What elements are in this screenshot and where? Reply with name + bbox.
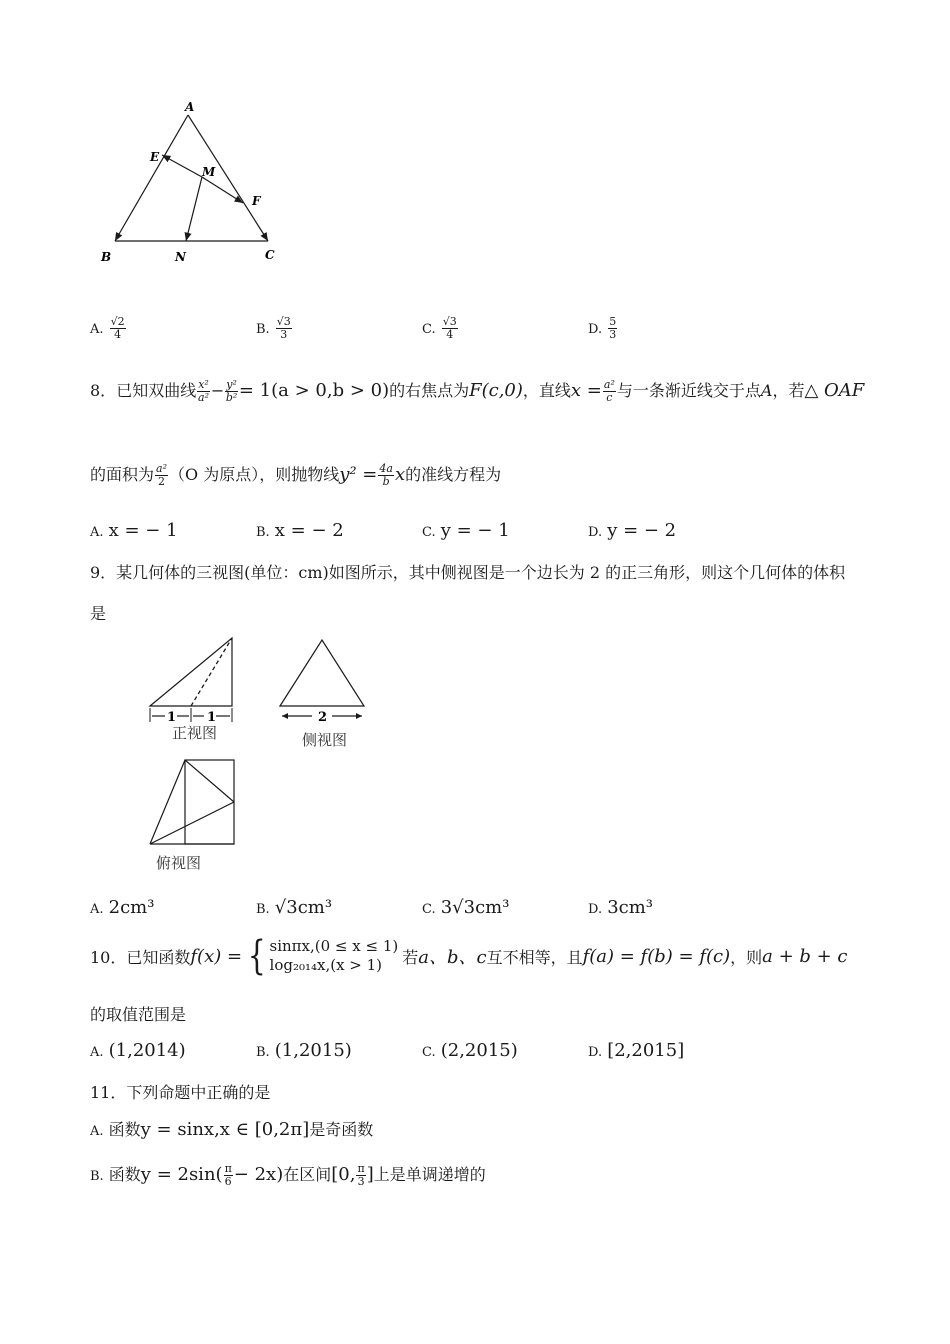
q10-option-a[interactable]: A. (1,2014) (90, 1040, 186, 1061)
q7-option-d[interactable] (588, 316, 618, 341)
dim-label-2: 2 (318, 710, 328, 725)
q9-stem-line1: 9．某几何体的三视图(单位：cm)如图所示，其中侧视图是一个边长为 2 的正三角形，则这个几何体的体积 (90, 563, 846, 582)
top-view-label: 俯视图 (156, 854, 202, 872)
q11-option-b[interactable]: B. 函数y = 2sin( $\frac{\pi}{6}$ − 2x)在区间[0, $\frac{\pi}{3}$ ]上是单调递增的 (90, 1162, 486, 1188)
q10-option-d[interactable]: D. [2,2015] (588, 1040, 685, 1061)
piecewise-brace: { (247, 933, 266, 979)
triangle-figure (95, 95, 285, 270)
label-b: B (101, 250, 112, 264)
option-label: D. (588, 322, 603, 337)
segment-mf (202, 177, 243, 203)
q7-option-c[interactable] (422, 316, 459, 341)
q9-option-b[interactable]: B. √3cm³ (256, 897, 333, 918)
label-c: C (265, 248, 275, 262)
segment-me (162, 155, 202, 177)
option-fraction: $\frac{5}{3}$ (609, 315, 617, 341)
option-label: C. (422, 322, 436, 337)
side-view-figure (272, 632, 372, 732)
label-e: E (150, 150, 160, 164)
q8-line1: 8．已知双曲线 $\frac{\text{x²}}{\text{a²}}$ − $\frac{\text{y²}}{\text{b²}}$ = 1(a > 0,b > 0)的右焦点为F(c,0)，直线x = $\frac{\text{a²}}{c}$ 与一条渐近线交于点A，若△ OAF (90, 378, 865, 404)
front-view-label: 正视图 (172, 724, 218, 742)
label-f: F (252, 194, 261, 208)
option-label: A. (90, 322, 104, 337)
q9-option-a[interactable]: A. 2cm³ (90, 897, 155, 918)
piecewise-cases: sinπx,(0 ≤ x ≤ 1) log₂₀₁₄x,(x > 1) (269, 937, 399, 974)
q10-line2: 的取值范围是 (90, 1005, 187, 1024)
q8-option-d[interactable]: D. y = − 2 (588, 520, 677, 541)
option-fraction: $\frac{√3}{4}$ (442, 315, 457, 341)
q9-option-c[interactable]: C. 3√3cm³ (422, 897, 510, 918)
label-n: N (175, 250, 186, 264)
q8-option-a[interactable]: A. x = − 1 (90, 520, 178, 541)
q11-option-a[interactable]: A. 函数y = sinx,x ∈ [0,2π]是奇函数 (90, 1119, 374, 1140)
q8-option-b[interactable]: B. x = − 2 (256, 520, 344, 541)
side-view-label: 侧视图 (302, 731, 348, 749)
q8-option-c[interactable]: C. y = − 1 (422, 520, 510, 541)
q8-line2: 的面积为 $\frac{\text{a²}}{2}$ （O 为原点），则抛物线y² = $\frac{4a}{b}$ x的准线方程为 (90, 462, 502, 488)
q7-option-b[interactable] (256, 316, 293, 341)
q10-line1: 10． 已知函数 f(x) = { sinπx,(0 ≤ x ≤ 1) log₂₀₁₄x,(x > 1) 若 a、b、c 互不相等，且 f(a) = f(b) = f(c) ，则 a + b + c (90, 933, 848, 979)
side-ac (188, 115, 268, 241)
dim-label-1b: 1 (207, 710, 217, 725)
segment-mn (186, 177, 202, 241)
label-m: M (202, 165, 216, 179)
q10-option-c[interactable]: C. (2,2015) (422, 1040, 518, 1061)
dim-label-1a: 1 (167, 710, 177, 725)
q7-option-a[interactable] (90, 316, 127, 341)
q11-stem: 11．下列命题中正确的是 (90, 1083, 271, 1102)
option-fraction: $\frac{√3}{3}$ (276, 315, 291, 341)
q10-option-b[interactable]: B. (1,2015) (256, 1040, 352, 1061)
option-fraction: $\frac{√2}{4}$ (110, 315, 125, 341)
option-label: B. (256, 322, 270, 337)
top-view-figure (140, 752, 250, 852)
side-ab (115, 115, 188, 241)
q9-stem-line2: 是 (90, 604, 107, 623)
q9-option-d[interactable]: D. 3cm³ (588, 897, 654, 918)
label-a: A (185, 100, 195, 114)
